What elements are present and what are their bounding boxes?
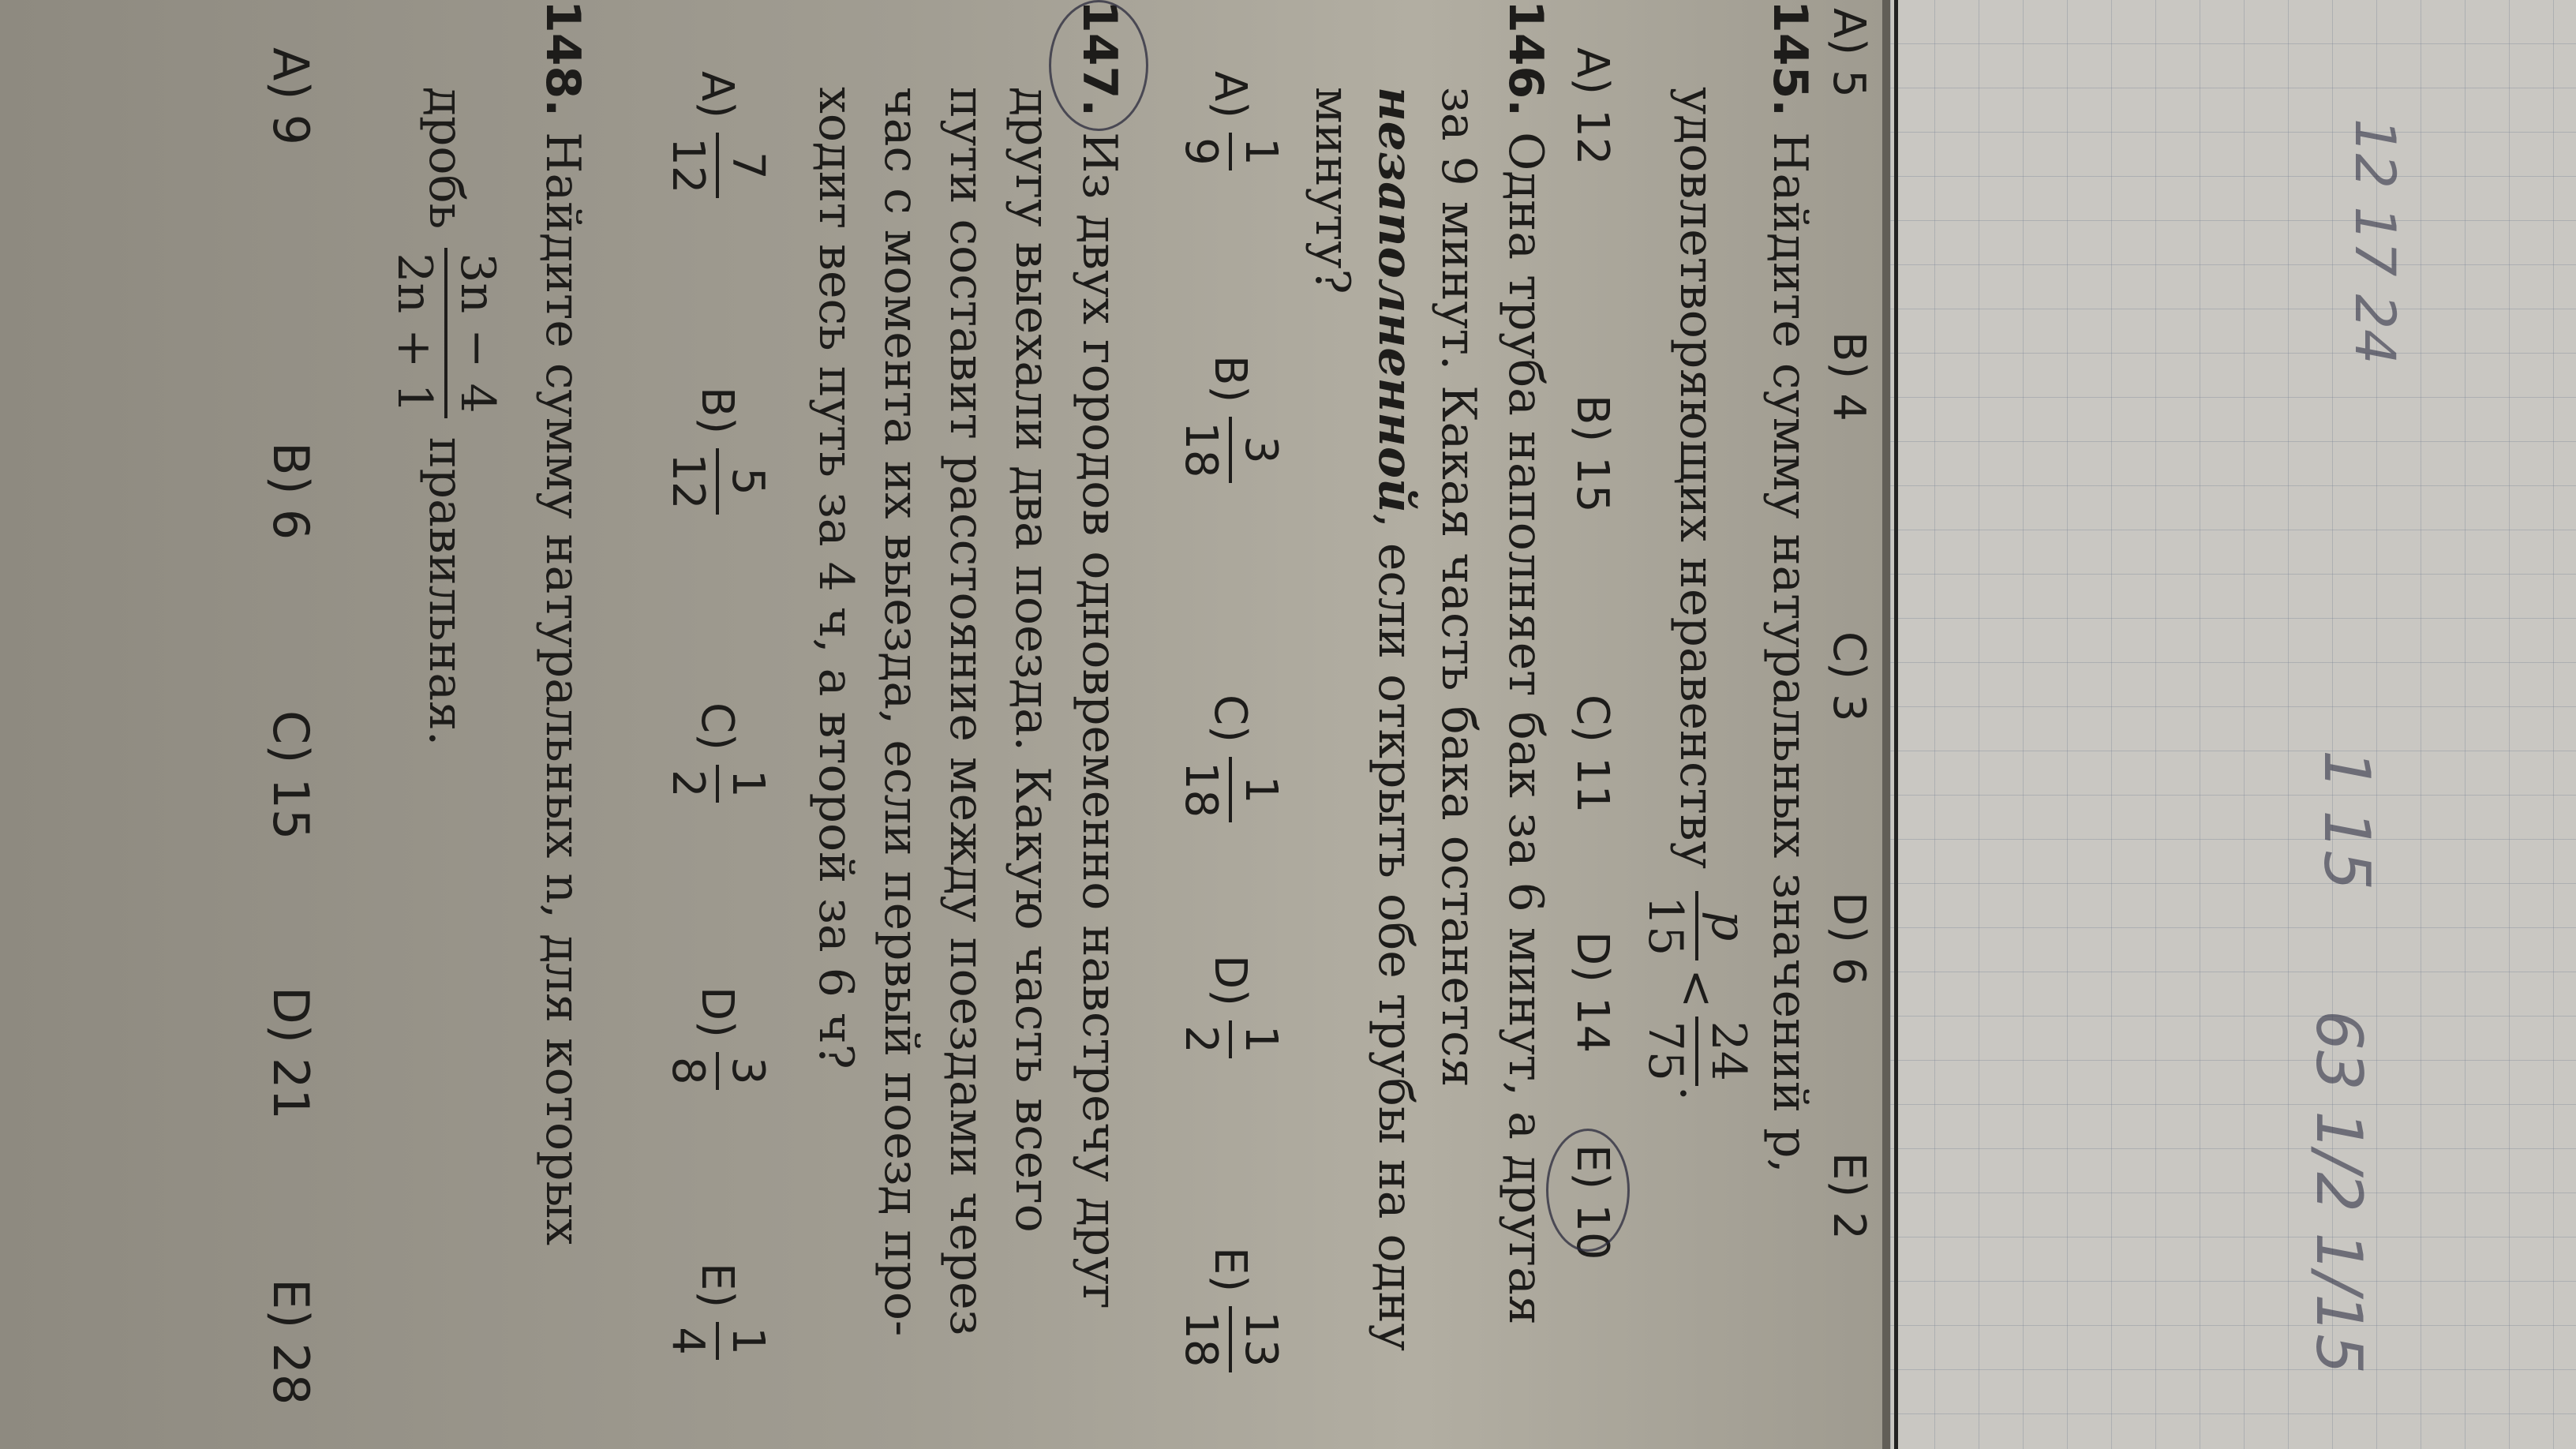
question-line: другу выехали два поезда. Какую часть всего bbox=[1005, 87, 1060, 1233]
option-e: E) 13 18 bbox=[1178, 1247, 1282, 1372]
emphasis-text: незаполненной bbox=[1368, 87, 1423, 513]
question-line: за 9 минут. Какая часть бака останется bbox=[1431, 87, 1486, 1088]
fraction: 24 75 bbox=[1642, 1017, 1752, 1086]
question-line: Найдите сумму натуральных значений p, bbox=[1762, 132, 1818, 1174]
question-line: Найдите сумму натуральных n, для которых bbox=[535, 132, 590, 1246]
question-148-line2 bbox=[387, 87, 505, 1449]
option-b: B) 3 18 bbox=[1178, 355, 1282, 483]
option-b: B) 6 bbox=[262, 442, 320, 541]
option-c: C) 3 bbox=[1823, 631, 1874, 722]
question-line: правильная. bbox=[418, 436, 474, 747]
option-d: D) 14 bbox=[1567, 931, 1618, 1054]
prev-options-row bbox=[1823, 0, 1874, 1449]
option-c: C) 1 2 bbox=[665, 702, 769, 803]
option-b: B) 15 bbox=[1567, 395, 1618, 513]
option-d: D) 6 bbox=[1823, 892, 1874, 986]
option-a: A) 9 bbox=[262, 47, 320, 146]
period: . bbox=[1669, 1085, 1724, 1101]
option-c: C) 1 18 bbox=[1178, 695, 1282, 822]
question-145-line2 bbox=[1638, 87, 1756, 1449]
option-d: D) 3 8 bbox=[665, 987, 769, 1090]
q148-options-row bbox=[264, 0, 320, 1449]
option-e: E) 2 bbox=[1823, 1152, 1874, 1240]
question-number: 148. bbox=[535, 0, 590, 118]
fraction: p 15 bbox=[1642, 891, 1752, 960]
option-c: C) 15 bbox=[262, 710, 320, 841]
inequality-sign: < bbox=[1669, 968, 1724, 1009]
question-number: 145. bbox=[1762, 0, 1818, 118]
question-145 bbox=[1757, 0, 1823, 1449]
question-line: удовлетворяющих неравенству bbox=[1669, 87, 1724, 869]
question-line: ходит весь путь за 4 ч, а второй за 6 ч? bbox=[808, 87, 863, 1069]
option-b: B) 4 bbox=[1823, 331, 1874, 421]
option-a: A) 12 bbox=[1567, 47, 1618, 166]
question-line: минуту? bbox=[1305, 87, 1360, 294]
option-a: A) 7 12 bbox=[665, 71, 769, 198]
question-146-line4 bbox=[1299, 87, 1365, 1449]
option-c: C) 11 bbox=[1567, 695, 1618, 814]
question-line: Одна труба наполняет бак за 6 минут, а другая bbox=[1498, 132, 1553, 1325]
question-number: 146. bbox=[1498, 0, 1553, 118]
question-147-line2 bbox=[999, 87, 1065, 1449]
question-line: пути составит расстояние между поездами через bbox=[939, 87, 994, 1336]
option-e: E) 1 4 bbox=[665, 1263, 769, 1360]
question-line: дробь bbox=[418, 87, 474, 230]
q147-options-row bbox=[651, 0, 773, 1449]
option-d: D) 21 bbox=[262, 987, 320, 1120]
question-147 bbox=[1066, 0, 1133, 1449]
handwritten-note: 12 17 24 bbox=[2342, 118, 2407, 365]
question-146-line3 bbox=[1362, 87, 1428, 1449]
page-border-line bbox=[1894, 0, 1898, 1449]
option-b: B) 5 12 bbox=[665, 387, 769, 515]
question-line: , если открыть обе трубы на одну bbox=[1368, 512, 1423, 1351]
option-e: E) 28 bbox=[262, 1279, 320, 1406]
question-number: 147. bbox=[1072, 0, 1127, 118]
question-147-line5 bbox=[803, 87, 869, 1449]
question-146-line2 bbox=[1425, 87, 1492, 1449]
handwritten-note: 1 15 bbox=[2310, 750, 2383, 891]
q146-options-row bbox=[1164, 0, 1286, 1449]
question-146 bbox=[1492, 0, 1559, 1449]
question-line: Из двух городов одновременно навстречу друг bbox=[1072, 132, 1127, 1309]
notebook-grid-paper bbox=[1890, 0, 2576, 1449]
question-148 bbox=[530, 0, 596, 1449]
question-147-line3 bbox=[934, 87, 1000, 1449]
handwritten-note: 63 1/2 1/15 bbox=[2302, 1010, 2376, 1375]
question-147-line4 bbox=[868, 87, 934, 1449]
option-a: A) 5 bbox=[1823, 8, 1874, 98]
question-line: час с момента их выезда, если первый поезд про- bbox=[874, 87, 929, 1337]
option-a: A) 1 9 bbox=[1178, 71, 1282, 170]
fraction: 3n − 4 2n + 1 bbox=[391, 248, 501, 417]
option-e: E) 10 bbox=[1567, 1144, 1618, 1260]
option-d: D) 1 2 bbox=[1178, 955, 1282, 1058]
